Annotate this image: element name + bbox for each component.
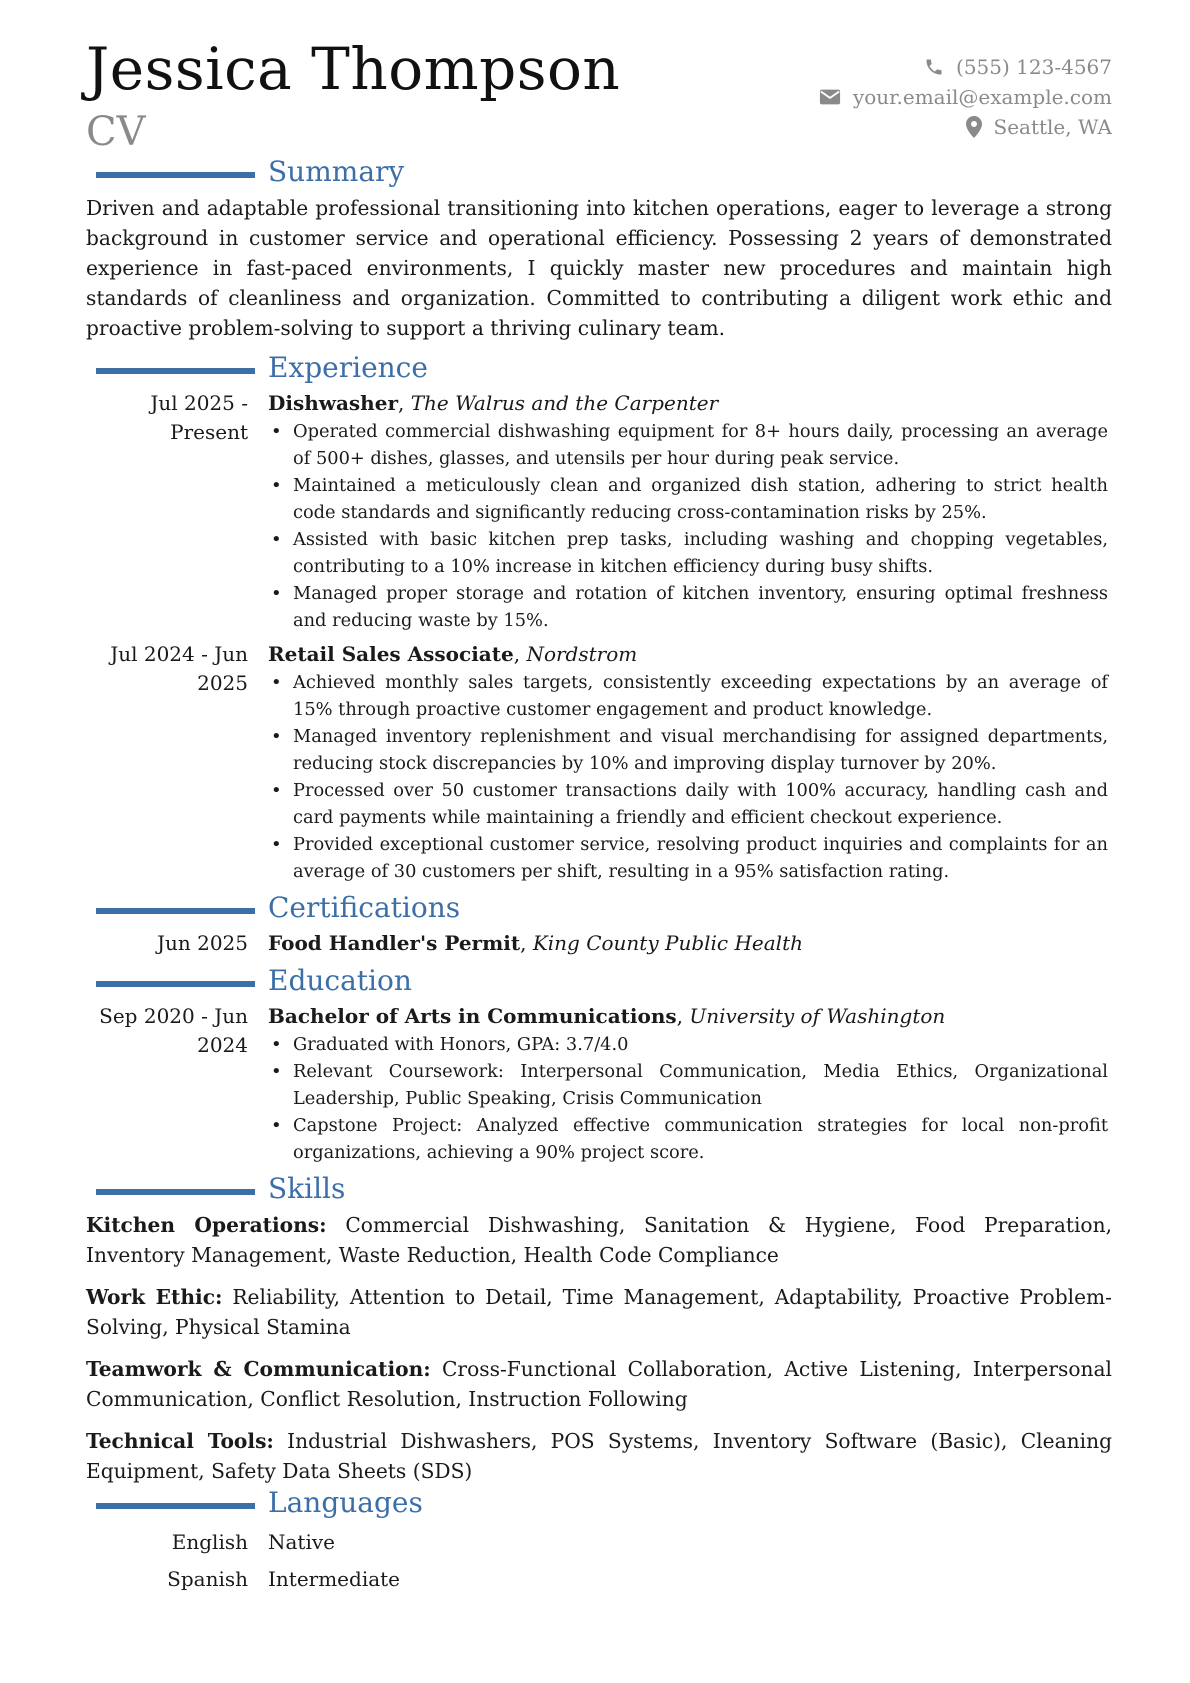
resume-header bbox=[86, 0, 1112, 155]
entry-title-line: Bachelor of Arts in Communications, University of Washington bbox=[268, 1004, 946, 1028]
contact-info bbox=[819, 52, 1112, 142]
list-item: • Managed inventory replenishment and visual merchandising for assigned departments, reducing stock discrepancies by 10% and improving display turnover by 20%. bbox=[293, 723, 1112, 777]
section-summary-heading bbox=[86, 155, 1112, 193]
phone-number[interactable]: (555) 123-4567 bbox=[956, 55, 1112, 79]
skill-group-items: Cross-Functional Collaboration, Active Listening, Interpersonal Communication, Conflict Resolution, Instruction Following bbox=[86, 1357, 1112, 1411]
email-address[interactable]: your.email@example.com bbox=[852, 85, 1112, 109]
entry-title-line: Dishwasher, The Walrus and the Carpenter bbox=[268, 391, 719, 415]
skill-group bbox=[86, 1426, 1112, 1486]
section-rule bbox=[96, 1503, 255, 1509]
section-title: Experience bbox=[268, 351, 428, 384]
list-item: • Provided exceptional customer service, resolving product inquiries and complaints for an average of 30 customers per shift, resulting in a 95% satisfaction rating. bbox=[293, 831, 1112, 885]
language-name: English bbox=[171, 1530, 248, 1554]
language-level: Intermediate bbox=[268, 1567, 401, 1591]
section-languages-heading bbox=[86, 1486, 1112, 1524]
list-item: • Processed over 50 customer transactions daily with 100% accuracy, handling cash and card payments while maintaining a friendly and efficient checkout experience. bbox=[293, 777, 1112, 831]
section-experience-heading bbox=[86, 351, 1112, 389]
section-title: Languages bbox=[268, 1486, 423, 1519]
list-item: • Operated commercial dishwashing equipment for 8+ hours daily, processing an average of 500+ dishes, glasses, and utensils per hour during peak service. bbox=[293, 418, 1112, 472]
employer: Nordstrom bbox=[526, 642, 638, 666]
skill-group-items: Industrial Dishwashers, POS Systems, Inventory Software (Basic), Cleaning Equipment, Safety Data Sheets (SDS) bbox=[86, 1429, 1112, 1483]
employer: The Walrus and the Carpenter bbox=[410, 391, 719, 415]
map-pin-icon bbox=[966, 116, 982, 138]
section-rule bbox=[96, 1189, 255, 1195]
skill-group bbox=[86, 1354, 1112, 1414]
section-title: Summary bbox=[268, 155, 405, 188]
entry-title-line: Retail Sales Associate, Nordstrom bbox=[268, 642, 638, 666]
skill-group bbox=[86, 1210, 1112, 1270]
location-text: Seattle, WA bbox=[993, 115, 1112, 139]
skill-group-items: Reliability, Attention to Detail, Time Management, Adaptability, Proactive Problem-Solving, Physical Stamina bbox=[86, 1285, 1112, 1339]
phone-line bbox=[819, 52, 1112, 82]
skill-group-label: Technical Tools: bbox=[86, 1429, 274, 1453]
entry-date: Jul 2025 - Present bbox=[150, 391, 248, 444]
experience-entry bbox=[86, 389, 1112, 634]
section-skills-heading bbox=[86, 1172, 1112, 1210]
entry-date: Jun 2025 bbox=[156, 931, 248, 955]
resume-page bbox=[86, 0, 1112, 1598]
section-certifications-heading bbox=[86, 891, 1112, 929]
list-item: • Relevant Coursework: Interpersonal Communication, Media Ethics, Organizational Leadership, Public Speaking, Crisis Communication bbox=[293, 1058, 1112, 1112]
document-type: CV bbox=[86, 109, 146, 155]
email-line bbox=[819, 82, 1112, 112]
issuer: King County Public Health bbox=[532, 931, 803, 955]
language-level: Native bbox=[268, 1530, 335, 1554]
entry-date: Sep 2020 - Jun 2024 bbox=[99, 1004, 248, 1057]
skill-group-label: Work Ethic: bbox=[86, 1285, 223, 1309]
section-title: Certifications bbox=[268, 891, 461, 924]
language-row bbox=[86, 1561, 1112, 1598]
list-item: • Graduated with Honors, GPA: 3.7/4.0 bbox=[293, 1031, 1112, 1058]
skills-list bbox=[86, 1210, 1112, 1486]
entry-date: Jul 2024 - Jun 2025 bbox=[110, 642, 248, 695]
section-rule bbox=[96, 981, 255, 987]
location-line bbox=[819, 112, 1112, 142]
section-title: Skills bbox=[268, 1172, 346, 1205]
summary-text: Driven and adaptable professional transitioning into kitchen operations, eager to leverage a strong background in customer service and operational efficiency. Possessing 2 years of demonstrated experience in fast-paced environments, I quickly master new procedures and maintain high standards of cleanliness and organization. Committed to contributing a diligent work ethic and proactive problem-solving to support a thriving culinary team. bbox=[86, 196, 1112, 340]
entry-bullets bbox=[268, 1031, 1112, 1166]
section-rule bbox=[96, 908, 255, 914]
institution: University of Washington bbox=[689, 1004, 946, 1028]
section-title: Education bbox=[268, 964, 412, 997]
job-title: Retail Sales Associate bbox=[268, 642, 514, 666]
phone-icon bbox=[924, 57, 944, 77]
language-row bbox=[86, 1524, 1112, 1561]
candidate-name: Jessica Thompson bbox=[86, 35, 621, 103]
skill-group-items: Commercial Dishwashing, Sanitation & Hygiene, Food Preparation, Inventory Management, Waste Reduction, Health Code Compliance bbox=[86, 1213, 1112, 1267]
entry-bullets bbox=[268, 418, 1112, 634]
section-education-heading bbox=[86, 964, 1112, 1002]
skill-group-label: Teamwork & Communication: bbox=[86, 1357, 431, 1381]
entry-bullets bbox=[268, 669, 1112, 885]
certification-entry bbox=[86, 929, 1112, 958]
job-title: Dishwasher bbox=[268, 391, 398, 415]
envelope-icon bbox=[819, 88, 841, 106]
entry-title-line: Food Handler's Permit, King County Public Health bbox=[268, 931, 803, 955]
list-item: • Maintained a meticulously clean and organized dish station, adhering to strict health code standards and significantly reducing cross-contamination risks by 25%. bbox=[293, 472, 1112, 526]
experience-entry bbox=[86, 640, 1112, 885]
certification-title: Food Handler's Permit bbox=[268, 931, 521, 955]
list-item: • Managed proper storage and rotation of kitchen inventory, ensuring optimal freshness and reducing waste by 15%. bbox=[293, 580, 1112, 634]
section-rule bbox=[96, 368, 255, 374]
list-item: • Capstone Project: Analyzed effective communication strategies for local non-profit organizations, achieving a 90% project score. bbox=[293, 1112, 1112, 1166]
degree-title: Bachelor of Arts in Communications bbox=[268, 1004, 677, 1028]
education-entry bbox=[86, 1002, 1112, 1166]
skill-group-label: Kitchen Operations: bbox=[86, 1213, 327, 1237]
skill-group bbox=[86, 1282, 1112, 1342]
list-item: • Assisted with basic kitchen prep tasks, including washing and chopping vegetables, contributing to a 10% increase in kitchen efficiency during busy shifts. bbox=[293, 526, 1112, 580]
list-item: • Achieved monthly sales targets, consistently exceeding expectations by an average of 15% through proactive customer engagement and product knowledge. bbox=[293, 669, 1112, 723]
section-rule bbox=[96, 172, 255, 178]
language-name: Spanish bbox=[167, 1567, 248, 1591]
